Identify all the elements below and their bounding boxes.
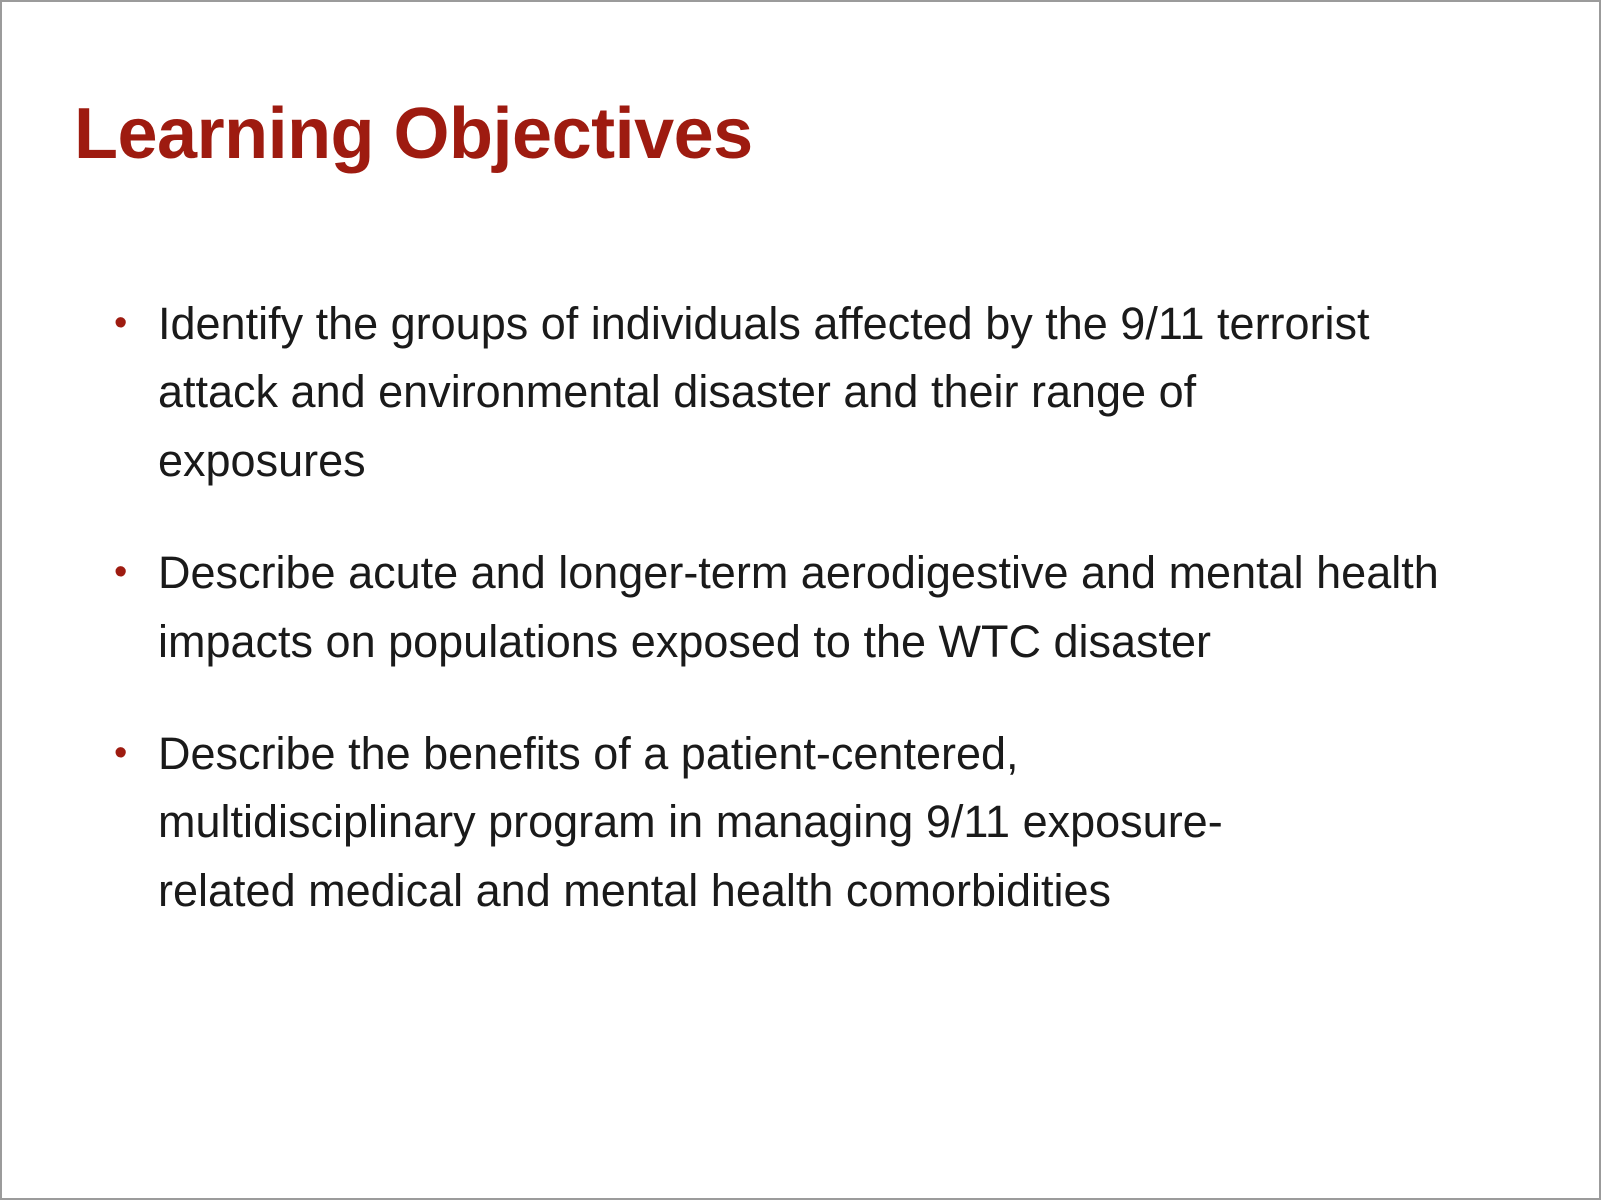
list-item [110, 720, 1450, 925]
learning-objectives-list [110, 290, 1450, 925]
list-item [110, 290, 1450, 495]
list-item-text: Identify the groups of individuals affected by the 9/11 terrorist attack and environmental disaster and their range of exposures [158, 298, 1370, 486]
list-item-text: Describe acute and longer-term aerodigestive and mental health impacts on populations exposed to the WTC disaster [158, 547, 1439, 667]
slide-content-area [2, 2, 1599, 1198]
bullet-point-icon: • [114, 551, 128, 594]
page-title: Learning Objectives [74, 94, 753, 175]
bullet-point-icon: • [114, 731, 128, 774]
list-item-text: Describe the benefits of a patient-centered, multidisciplinary program in managing 9/11 exposure-related medical and mental health comorbidities [158, 727, 1223, 916]
list-item [110, 539, 1450, 676]
bullet-point-icon: • [114, 302, 128, 344]
